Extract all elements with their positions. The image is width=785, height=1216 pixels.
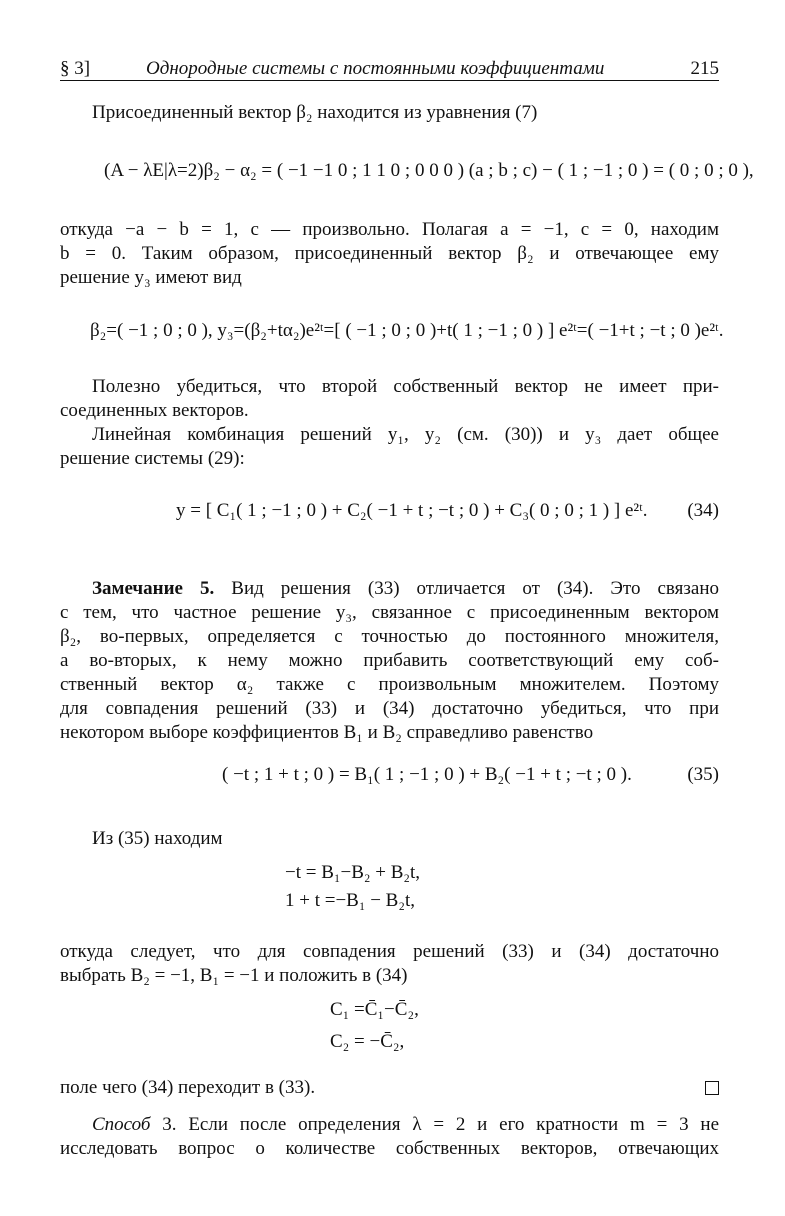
- paragraph-line: Присоединенный вектор β₂ находится из уравнения (7): [92, 102, 538, 123]
- remark-line: с тем, что частное решение y₃, связанное с присоединенным вектором: [60, 602, 719, 623]
- method-label: Способ: [92, 1114, 151, 1135]
- section-number: § 3]: [60, 58, 91, 79]
- remark-line: некотором выборе коэффициентов B₁ и B₂ справедливо равенство: [60, 722, 594, 743]
- paragraph-line: Из (35) находим: [92, 828, 223, 849]
- paragraph-line: решение y₃ имеют вид: [60, 267, 242, 288]
- paragraph-line: выбрать B₂ = −1, B₁ = −1 и положить в (34): [60, 965, 408, 986]
- equation-34: y = [ C₁( 1 ; −1 ; 0 ) + C₂( −1 + t ; −t ; 0 ) + C₃( 0 ; 0 ; 1 ) ] e²ᵗ.: [176, 500, 648, 521]
- system-line: C₂ = −C̄₂,: [330, 1031, 405, 1052]
- page-number: 215: [690, 58, 719, 79]
- equation-35: ( −t ; 1 + t ; 0 ) = B₁( 1 ; −1 ; 0 ) + B₂( −1 + t ; −t ; 0 ).: [222, 764, 632, 785]
- paragraph-line: откуда следует, что для совпадения решений (33) и (34) достаточно: [60, 941, 719, 962]
- system-line: 1 + t =−B₁ − B₂t,: [285, 890, 416, 911]
- equation-beta2-y3: β₂=( −1 ; 0 ; 0 ), y₃=(β₂+tα₂)e²ᵗ=[ ( −1 ; 0 ; 0 )+t( 1 ; −1 ; 0 ) ] e²ᵗ=( −1+t ; −t ; 0 )e²ᵗ.: [90, 320, 724, 341]
- system-line: −t = B₁−B₂ + B₂t,: [285, 862, 421, 883]
- equation-number: (35): [687, 764, 719, 785]
- remark-line: β₂, во-первых, определяется с точностью до постоянного множителя,: [60, 626, 719, 647]
- remark-line: ственный вектор α₂ также с произвольным множителем. Поэтому: [60, 674, 719, 695]
- remark-line: [92, 577, 719, 601]
- method-text: 3. Если после определения λ = 2 и его кратности m = 3 не: [162, 1114, 720, 1135]
- paragraph-line: решение системы (29):: [60, 448, 245, 469]
- system-line: C₁ =C̄₁−C̄₂,: [330, 999, 419, 1020]
- remark-text: Вид решения (33) отличается от (34). Это связано: [231, 578, 719, 599]
- header-rule: [60, 80, 719, 81]
- remark-line: для совпадения решений (33) и (34) достаточно убедиться, что при: [60, 698, 719, 719]
- paragraph-line: поле чего (34) переходит в (33).: [60, 1077, 316, 1098]
- paragraph-line: b = 0. Таким образом, присоединенный вектор β₂ и отвечающее ему: [60, 243, 719, 264]
- paragraph-line: Полезно убедиться, что второй собственный вектор не имеет при-: [92, 376, 719, 397]
- chapter-title: Однородные системы с постоянными коэффициентами: [146, 58, 605, 79]
- paragraph-line: исследовать вопрос о количестве собственных векторов, отвечающих: [60, 1138, 719, 1159]
- equation-number: (34): [687, 500, 719, 521]
- running-header: [60, 58, 719, 82]
- remark-label: Замечание 5.: [92, 578, 215, 599]
- paragraph-line: соединенных векторов.: [60, 400, 249, 421]
- remark-line: а во-вторых, к нему можно прибавить соответствующий ему соб-: [60, 650, 719, 671]
- paragraph-line: Линейная комбинация решений y₁, y₂ (см. (30)) и y₃ дает общее: [92, 424, 719, 445]
- qed-box: [705, 1081, 719, 1095]
- paragraph-line: [92, 1113, 719, 1137]
- paragraph-line: откуда −a − b = 1, c — произвольно. Полагая a = −1, c = 0, находим: [60, 219, 719, 240]
- equation-1: (A − λE|λ=2)β₂ − α₂ = ( −1 −1 0 ; 1 1 0 ; 0 0 0 ) (a ; b ; c) − ( 1 ; −1 ; 0 ) = ( 0 ; 0 ; 0 ),: [104, 160, 754, 181]
